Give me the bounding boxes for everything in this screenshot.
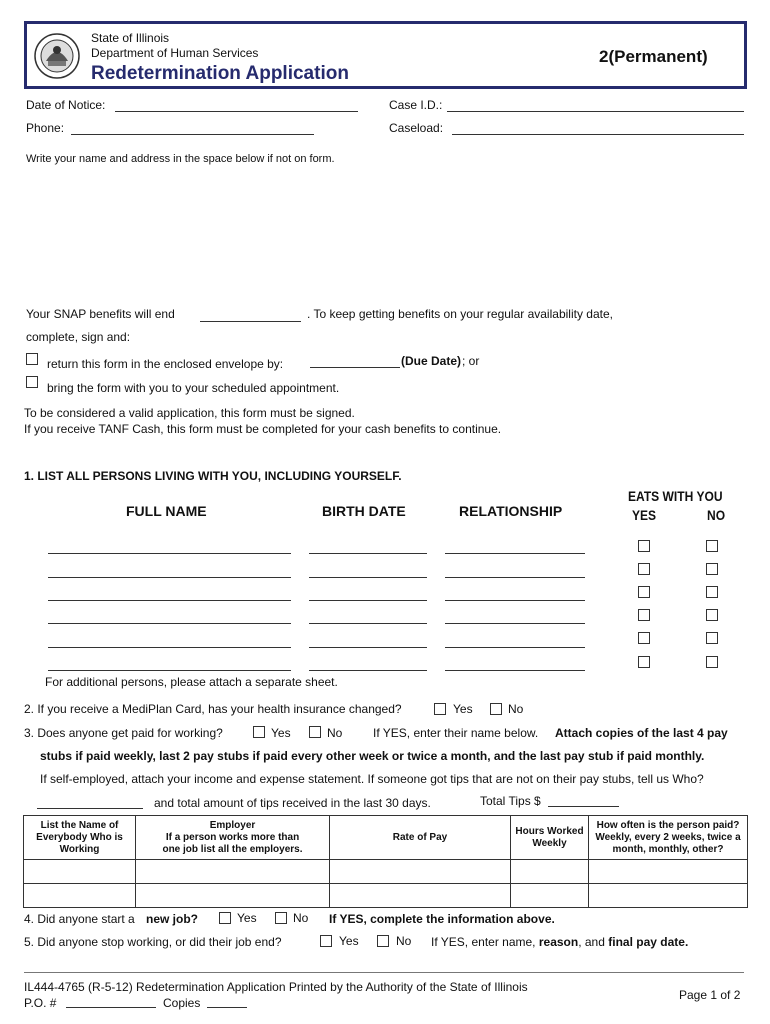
additional-persons-note: For additional persons, please attach a separate sheet.	[45, 675, 338, 689]
q4-if-yes: If YES, complete the information above.	[329, 912, 555, 926]
work-col-employer: Employer If a person works more than one job list all the employers.	[136, 816, 330, 860]
name-address-area[interactable]	[26, 172, 746, 292]
return-form-checkbox[interactable]	[26, 353, 38, 365]
q3-attach-a: Attach copies of the last 4 pay	[555, 726, 728, 740]
q3-no-label: No	[327, 726, 343, 740]
caseload-field[interactable]	[452, 134, 744, 135]
table-cell[interactable]	[136, 860, 330, 884]
phone-label: Phone:	[26, 121, 65, 135]
person-relationship-field[interactable]	[445, 577, 585, 578]
tanf-note: If you receive TANF Cash, this form must be completed for your cash benefits to continue.	[24, 422, 502, 436]
section1-heading: 1. LIST ALL PERSONS LIVING WITH YOU, INCLUDING YOURSELF.	[24, 469, 402, 483]
snap-continue-text: . To keep getting benefits on your regular availability date,	[307, 307, 613, 321]
bring-form-checkbox[interactable]	[26, 376, 38, 388]
q2-no-label: No	[508, 702, 524, 716]
bring-form-label: bring the form with you to your scheduled appointment.	[47, 381, 340, 395]
eats-no-checkbox[interactable]	[706, 632, 718, 644]
person-relationship-field[interactable]	[445, 553, 585, 554]
q4-text: 4. Did anyone start a	[24, 912, 135, 926]
q4-no-checkbox[interactable]	[275, 912, 287, 924]
phone-field[interactable]	[71, 134, 314, 135]
name-address-note: Write your name and address in the space below if not on form.	[26, 153, 335, 165]
person-birthdate-field[interactable]	[309, 670, 427, 671]
state-name: State of Illinois	[91, 31, 170, 45]
or-text: ; or	[462, 354, 480, 368]
col-birth-date: BIRTH DATE	[322, 503, 406, 519]
work-table	[23, 815, 748, 908]
illinois-seal-icon	[34, 33, 80, 79]
eats-no-checkbox[interactable]	[706, 540, 718, 552]
table-cell[interactable]	[589, 860, 748, 884]
q3-if-yes: If YES, enter their name below.	[373, 726, 539, 740]
table-cell[interactable]	[589, 884, 748, 908]
person-birthdate-field[interactable]	[309, 600, 427, 601]
person-birthdate-field[interactable]	[309, 553, 427, 554]
q2-text: 2. If you receive a MediPlan Card, has your health insurance changed?	[24, 702, 402, 716]
q5-yes-checkbox[interactable]	[320, 935, 332, 947]
copies-label: Copies	[163, 996, 201, 1010]
snap-end-text: Your SNAP benefits will end	[26, 307, 175, 321]
table-cell[interactable]	[24, 860, 136, 884]
page-title: Redetermination Application	[91, 63, 349, 84]
col-full-name: FULL NAME	[126, 503, 207, 519]
eats-yes-checkbox[interactable]	[638, 540, 650, 552]
copies-field[interactable]	[207, 1007, 247, 1008]
person-relationship-field[interactable]	[445, 623, 585, 624]
form-type: 2(Permanent)	[599, 47, 708, 66]
total-tips-label: Total Tips $	[480, 794, 541, 808]
q5-yes-label: Yes	[339, 934, 359, 948]
table-cell[interactable]	[330, 884, 511, 908]
q4-no-label: No	[293, 911, 309, 925]
eats-yes-checkbox[interactable]	[638, 609, 650, 621]
po-label: P.O. #	[24, 996, 57, 1010]
person-name-field[interactable]	[48, 600, 291, 601]
person-name-field[interactable]	[48, 577, 291, 578]
col-eats-with-you: EATS WITH YOU	[628, 488, 723, 504]
total-tips-field[interactable]	[548, 806, 619, 807]
q5-no-checkbox[interactable]	[377, 935, 389, 947]
q3-text: 3. Does anyone get paid for working?	[24, 726, 223, 740]
person-relationship-field[interactable]	[445, 600, 585, 601]
col-yes: YES	[632, 507, 657, 523]
work-table-header	[24, 816, 748, 860]
eats-yes-checkbox[interactable]	[638, 563, 650, 575]
q2-yes-checkbox[interactable]	[434, 703, 446, 715]
tips-who-field[interactable]	[37, 808, 143, 809]
case-id-label: Case I.D.:	[389, 98, 443, 112]
person-relationship-field[interactable]	[445, 647, 585, 648]
form-id: IL444-4765 (R-5-12) Redetermination Application Printed by the Authority of the State of Illinois	[24, 980, 528, 994]
q4-new-job: new job?	[146, 912, 198, 926]
valid-application-note: To be considered a valid application, this form must be signed.	[24, 406, 355, 420]
table-cell[interactable]	[24, 884, 136, 908]
table-cell[interactable]	[136, 884, 330, 908]
q3-self-employed: If self-employed, attach your income and expense statement. If someone got tips that are not on their pay stubs, tell us Who?	[40, 772, 704, 786]
eats-no-checkbox[interactable]	[706, 656, 718, 668]
work-col-rate: Rate of Pay	[330, 816, 511, 860]
q4-yes-checkbox[interactable]	[219, 912, 231, 924]
due-date-label: (Due Date)	[401, 354, 462, 368]
person-birthdate-field[interactable]	[309, 647, 427, 648]
q4-yes-label: Yes	[237, 911, 257, 925]
person-name-field[interactable]	[48, 553, 291, 554]
q3-yes-label: Yes	[271, 726, 291, 740]
table-cell[interactable]	[511, 884, 589, 908]
work-col-name: List the Name of Everybody Who is Working	[24, 816, 136, 860]
eats-no-checkbox[interactable]	[706, 586, 718, 598]
date-of-notice-field[interactable]	[115, 111, 358, 112]
snap-end-date-field[interactable]	[200, 321, 301, 322]
q5-no-label: No	[396, 934, 412, 948]
return-form-label: return this form in the enclosed envelope by:	[47, 357, 284, 371]
case-id-field[interactable]	[447, 111, 744, 112]
person-name-field[interactable]	[48, 623, 291, 624]
q5-text: 5. Did anyone stop working, or did their job end?	[24, 935, 282, 949]
eats-yes-checkbox[interactable]	[638, 632, 650, 644]
date-of-notice-label: Date of Notice:	[26, 98, 106, 112]
department-name: Department of Human Services	[91, 46, 259, 60]
eats-yes-checkbox[interactable]	[638, 586, 650, 598]
table-cell[interactable]	[511, 860, 589, 884]
table-row	[24, 860, 748, 884]
col-relationship: RELATIONSHIP	[459, 503, 563, 519]
q2-yes-label: Yes	[453, 702, 473, 716]
caseload-label: Caseload:	[389, 121, 444, 135]
q3-attach-b: stubs if paid weekly, last 2 pay stubs if paid every other week or twice a month, and the last pay stub if paid monthly.	[40, 749, 705, 763]
person-birthdate-field[interactable]	[309, 623, 427, 624]
q3-yes-checkbox[interactable]	[253, 726, 265, 738]
table-cell[interactable]	[330, 860, 511, 884]
q5-if-yes: If YES, enter name, reason, and final pay date.	[431, 935, 689, 949]
eats-no-checkbox[interactable]	[706, 563, 718, 575]
complete-sign-text: complete, sign and:	[26, 330, 131, 344]
person-relationship-field[interactable]	[445, 670, 585, 671]
eats-yes-checkbox[interactable]	[638, 656, 650, 668]
work-col-hours: Hours Worked Weekly	[511, 816, 589, 860]
footer-divider	[24, 972, 744, 973]
q2-no-checkbox[interactable]	[490, 703, 502, 715]
page-number: Page 1 of 2	[679, 988, 741, 1002]
work-col-frequency: How often is the person paid? Weekly, every 2 weeks, twice a month, monthly, other?	[589, 816, 748, 860]
person-name-field[interactable]	[48, 670, 291, 671]
col-no: NO	[707, 507, 726, 523]
person-name-field[interactable]	[48, 647, 291, 648]
q3-no-checkbox[interactable]	[309, 726, 321, 738]
table-row	[24, 884, 748, 908]
tips-text: and total amount of tips received in the last 30 days.	[154, 796, 431, 810]
person-birthdate-field[interactable]	[309, 577, 427, 578]
po-field[interactable]	[66, 1007, 156, 1008]
due-date-field[interactable]	[310, 367, 400, 368]
eats-no-checkbox[interactable]	[706, 609, 718, 621]
